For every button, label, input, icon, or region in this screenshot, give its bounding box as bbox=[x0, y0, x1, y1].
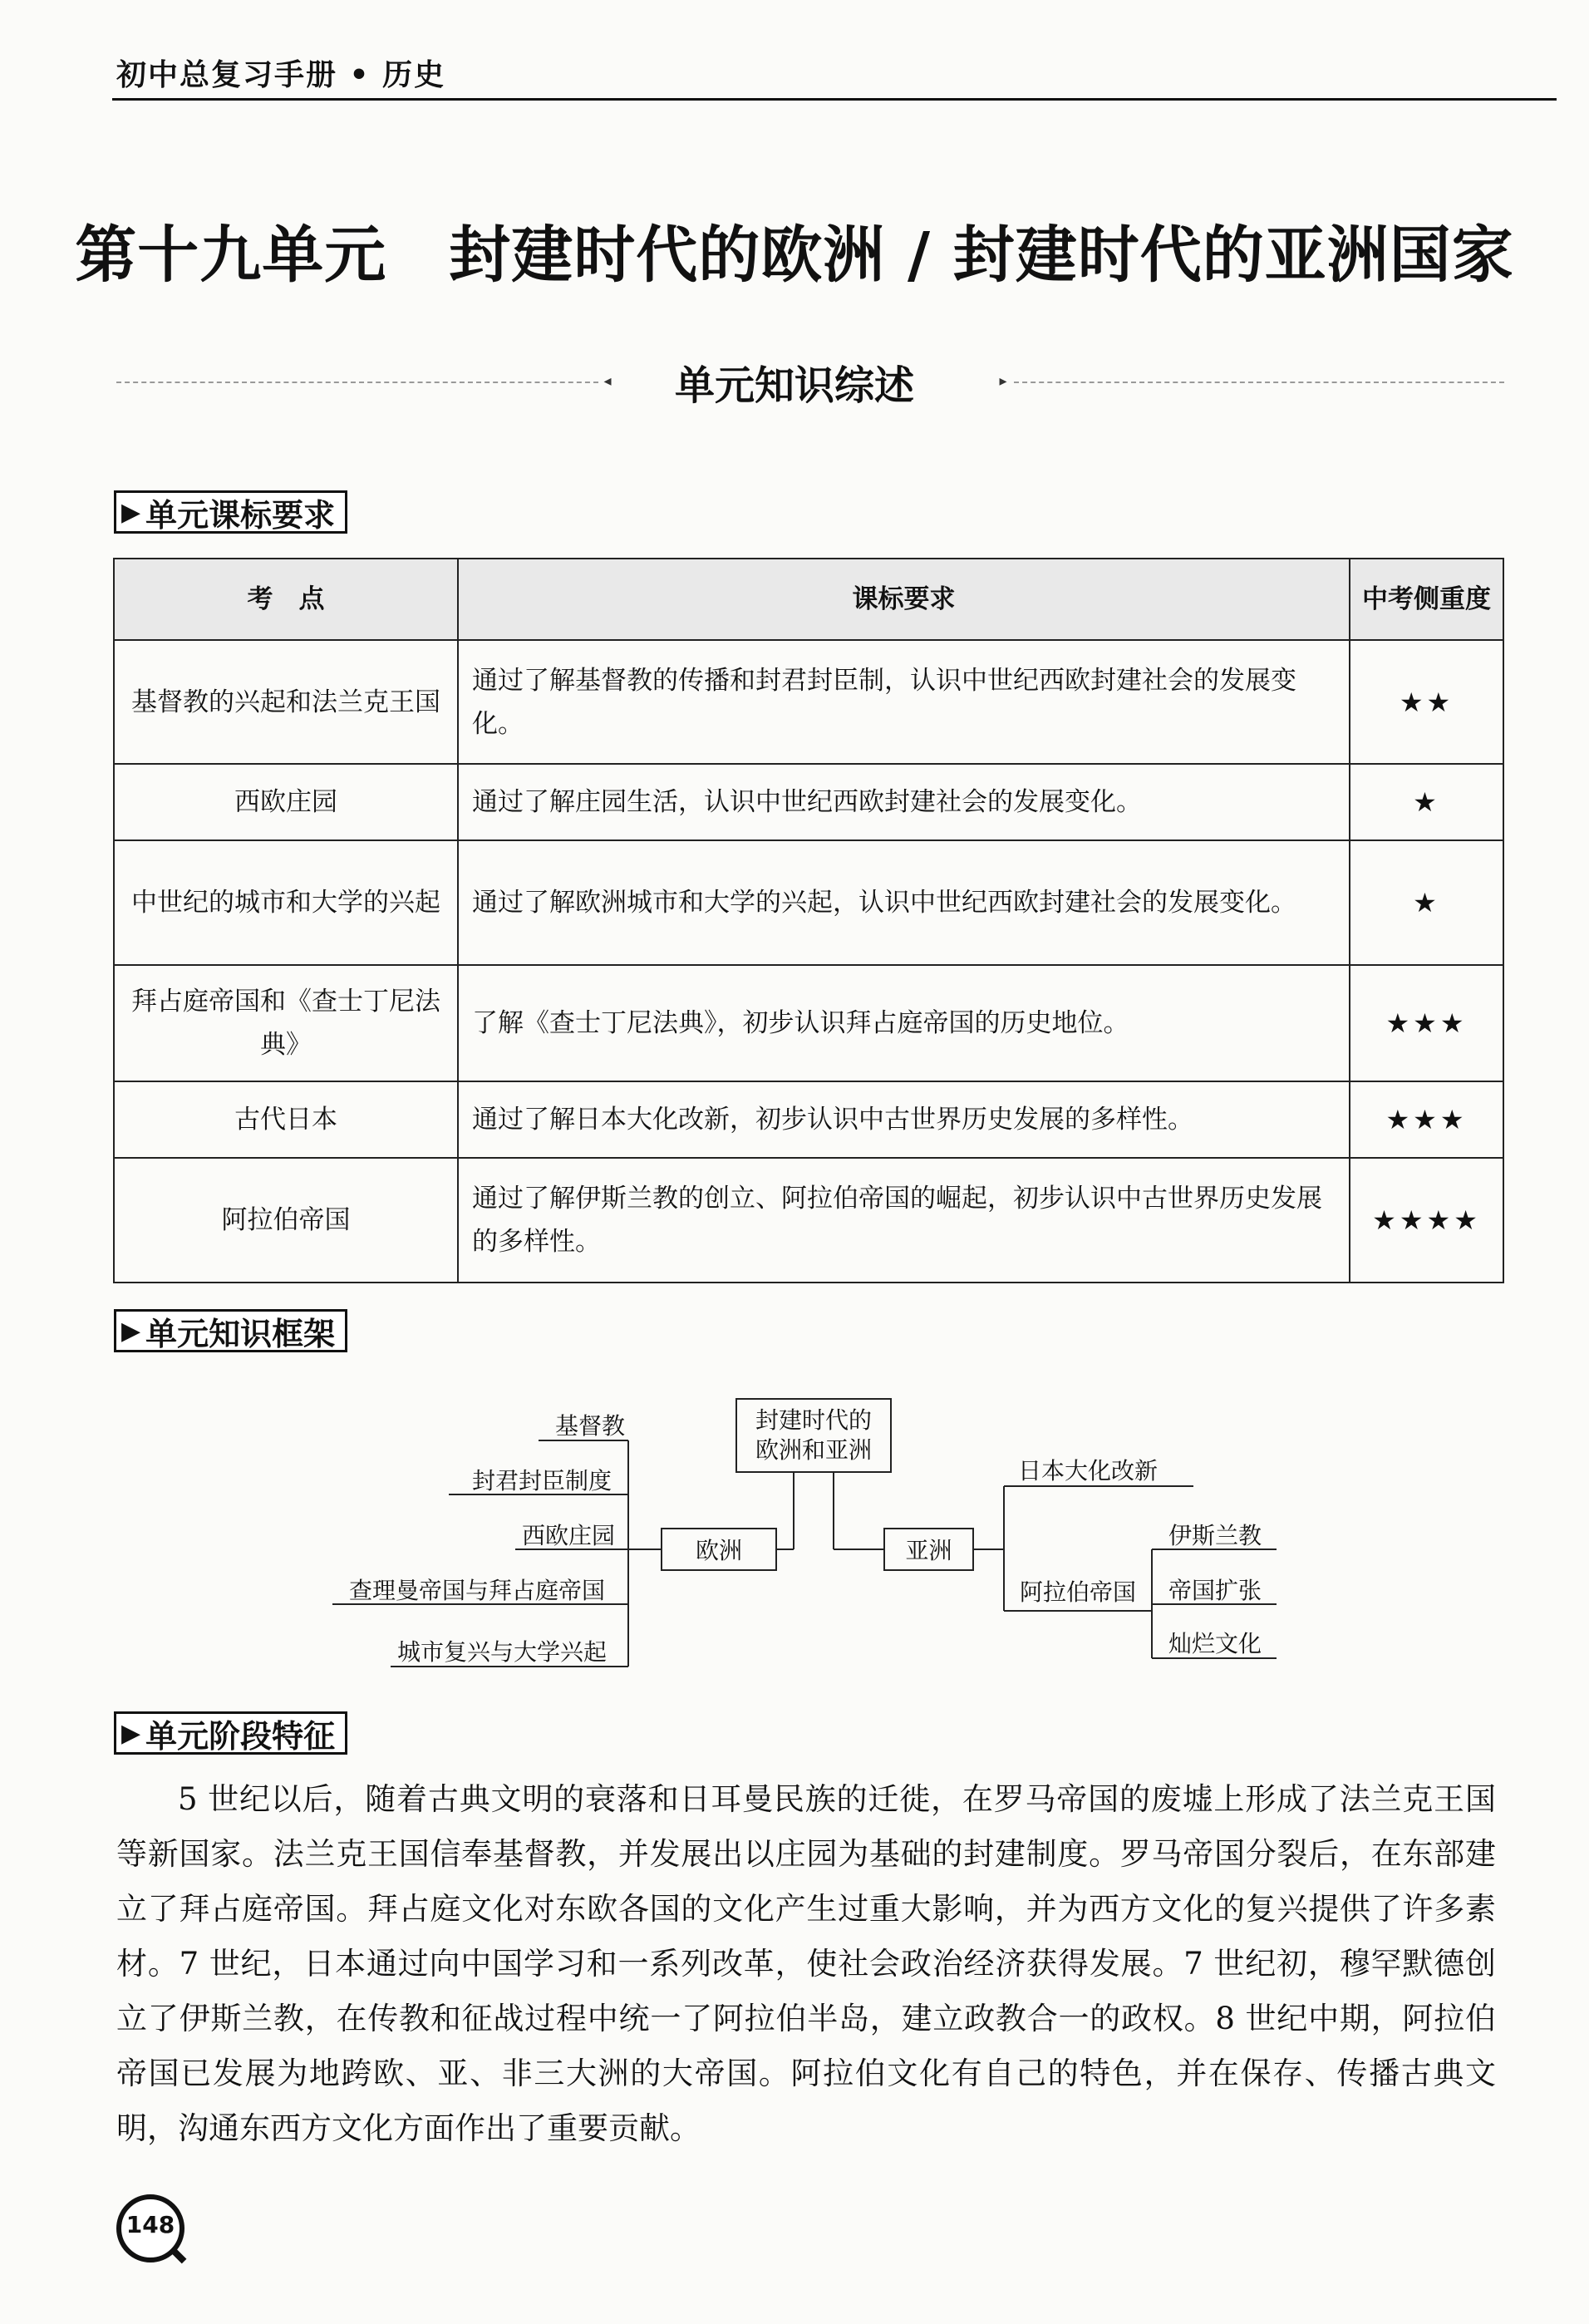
topic-cell: 阿拉伯帝国 bbox=[114, 1158, 458, 1283]
framework-root-line1: 封建时代的 bbox=[755, 1406, 872, 1434]
asia-item-japan: 日本大化改新 bbox=[1018, 1457, 1159, 1485]
triangle-icon: ▶ bbox=[121, 1718, 141, 1748]
ornament-left-icon: ◂ bbox=[603, 372, 612, 390]
topic-cell: 西欧庄园 bbox=[114, 764, 458, 840]
requirement-cell: 通过了解欧洲城市和大学的兴起，认识中世纪西欧封建社会的发展变化。 bbox=[458, 840, 1350, 965]
importance-stars: ★ bbox=[1350, 764, 1503, 840]
section-heading-label: 单元课标要求 bbox=[145, 496, 336, 534]
framework-asia-box: 亚洲 bbox=[883, 1528, 974, 1571]
framework-europe-box: 欧洲 bbox=[661, 1528, 777, 1571]
importance-stars: ★★★ bbox=[1350, 965, 1503, 1081]
triangle-icon: ▶ bbox=[121, 497, 141, 527]
triangle-icon: ▶ bbox=[121, 1316, 141, 1346]
europe-item: 基督教 bbox=[555, 1412, 626, 1440]
arab-item: 伊斯兰教 bbox=[1168, 1522, 1262, 1549]
requirement-cell: 通过了解基督教的传播和封君封臣制，认识中世纪西欧封建社会的发展变化。 bbox=[458, 640, 1350, 764]
europe-item: 封君封臣制度 bbox=[472, 1467, 612, 1494]
europe-item: 城市复兴与大学兴起 bbox=[397, 1638, 608, 1666]
page-number: 148 bbox=[125, 2211, 175, 2238]
section-heading-features bbox=[114, 1711, 347, 1755]
page-title: 第十九单元 封建时代的欧洲 / 封建时代的亚洲国家 bbox=[75, 219, 1514, 291]
topic-cell: 基督教的兴起和法兰克王国 bbox=[114, 640, 458, 764]
column-header-importance: 中考侧重度 bbox=[1350, 559, 1503, 640]
running-header: 初中总复习手册 • 历史 bbox=[116, 58, 446, 92]
arab-item: 帝国扩张 bbox=[1168, 1577, 1262, 1604]
arab-item: 灿烂文化 bbox=[1168, 1630, 1262, 1657]
requirement-cell: 了解《查士丁尼法典》，初步认识拜占庭帝国的历史地位。 bbox=[458, 965, 1350, 1081]
paragraph-text: 5 世纪以后，随着古典文明的衰落和日耳曼民族的迁徙，在罗马帝国的废墟上形成了法兰克王国等新国家。法兰克王国信奉基督教，并发展出以庄园为基础的封建制度。罗马帝国分裂后，在东部建立了拜占庭帝国。拜占庭文化对东欧各国的文化产生过重大影响，并为西方文化的复兴提供了许多素材。7 世纪，日本通过向中国学习和一系列改革，使社会政治经济获得发展。7 世纪初，穆罕默德创立了伊斯兰教，在传教和征战过程中统一了阿拉伯半岛，建立政教合一的政权。8 世纪中期，阿拉伯帝国已发展为地跨欧、亚、非三大洲的大帝国。阿拉伯文化有自己的特色，并在保存、传播古典文明，沟通东西方文化方面作出了重要贡献。 bbox=[116, 1781, 1496, 2146]
column-header-requirement: 课标要求 bbox=[458, 559, 1350, 640]
stage-features-paragraph bbox=[116, 1772, 1496, 2156]
importance-stars: ★★ bbox=[1350, 640, 1503, 764]
importance-stars: ★★★★ bbox=[1350, 1158, 1503, 1283]
framework-root-line2: 欧洲和亚洲 bbox=[755, 1436, 872, 1464]
requirement-cell: 通过了解日本大化改新，初步认识中古世界历史发展的多样性。 bbox=[458, 1081, 1350, 1158]
requirement-cell: 通过了解庄园生活，认识中世纪西欧封建社会的发展变化。 bbox=[458, 764, 1350, 840]
asia-item-arab: 阿拉伯帝国 bbox=[1020, 1578, 1137, 1606]
requirement-cell: 通过了解伊斯兰教的创立、阿拉伯帝国的崛起，初步认识中古世界历史发展的多样性。 bbox=[458, 1158, 1350, 1283]
framework-root-box bbox=[735, 1398, 892, 1473]
topic-cell: 古代日本 bbox=[114, 1081, 458, 1158]
overview-title: 单元知识综述 bbox=[674, 362, 914, 409]
column-header-topic: 考 点 bbox=[114, 559, 458, 640]
section-heading-label: 单元知识框架 bbox=[145, 1315, 336, 1352]
ornament-right-icon: ▸ bbox=[999, 372, 1007, 390]
topic-cell: 拜占庭帝国和《查士丁尼法典》 bbox=[114, 965, 458, 1081]
topic-cell: 中世纪的城市和大学的兴起 bbox=[114, 840, 458, 965]
section-heading-label: 单元阶段特征 bbox=[145, 1717, 336, 1755]
europe-item: 查理曼帝国与拜占庭帝国 bbox=[349, 1577, 606, 1604]
europe-item: 西欧庄园 bbox=[522, 1522, 616, 1549]
importance-stars: ★ bbox=[1350, 840, 1503, 965]
importance-stars: ★★★ bbox=[1350, 1081, 1503, 1158]
